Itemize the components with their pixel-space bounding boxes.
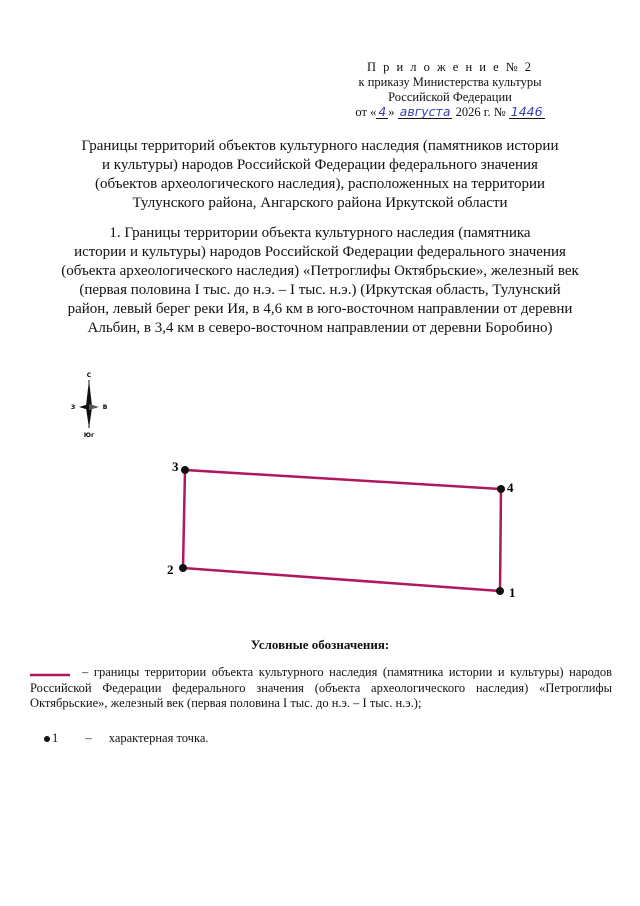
legend-point-row (44, 731, 209, 746)
legend-point-dot-icon (44, 736, 50, 742)
boundary-polygon (183, 470, 501, 591)
legend-point-label: 1 (52, 731, 59, 745)
date-day: 4 (378, 104, 387, 119)
legend-boundary-text (30, 665, 612, 712)
section-line: (первая половина I тыс. до н.э. – I тыс. н.э.) (Иркутская область, Тулунский (79, 282, 561, 298)
point-label-3: 3 (172, 459, 179, 474)
section-line: 1. Границы территории объекта культурного наследия (памятника (109, 225, 531, 241)
date-prefix: от « (355, 105, 377, 119)
heading-line: (объектов археологического наследия), расположенных на территории (94, 176, 546, 192)
order-number: 1446 (510, 104, 543, 119)
section-line: Альбин, в 3,4 км в северо-восточном направлении от деревни Боробино) (87, 320, 553, 336)
compass-north-label: С (86, 372, 92, 379)
boundary-point-1 (496, 587, 504, 595)
date-month: августа (399, 104, 451, 119)
point-label-2: 2 (167, 562, 174, 577)
heading-line: Границы территорий объектов культурного наследия (памятников истории (81, 138, 559, 154)
section-line: район, левый берег реки Ия, в 4,6 км в юго-восточном направлении от деревни (67, 301, 573, 317)
legend-point-text: характерная точка. (108, 731, 209, 745)
point-label-4: 4 (507, 480, 514, 495)
section-line: истории и культуры) народов Российской Федерации федерального значения (74, 244, 566, 260)
boundary-point-3 (181, 466, 189, 474)
appendix-ministry-line: Российской Федерации (388, 90, 512, 104)
boundary-point-2 (179, 564, 187, 572)
date-mid: » (388, 105, 395, 119)
appendix-order-line: к приказу Министерства культуры (358, 75, 542, 89)
compass-west-label: З (70, 404, 76, 411)
date-year: 2026 г. № (455, 105, 506, 119)
heading-line: Тулунского района, Ангарского района Иркутской области (132, 195, 508, 211)
legend-boundary-description: – границы территории объекта культурного наследия (памятника истории и культуры) народов Российской Федерации федерального значения (объекта археологического наследия) «Петроглифы Октябрьские», железный век (первая половина I тыс. до н.э. – I тыс. н.э.); (30, 665, 612, 710)
compass-east-label: В (102, 404, 108, 411)
compass-south-label: Юг (83, 432, 95, 439)
appendix-title: П р и л о ж е н и е № 2 (366, 60, 534, 74)
legend-title: Условные обозначения: (250, 637, 390, 652)
point-label-1: 1 (509, 585, 516, 600)
legend-point-dash: – (85, 731, 92, 745)
section-line: (объекта археологического наследия) «Петроглифы Октябрьские», железный век (61, 263, 579, 279)
heading-line: и культуры) народов Российской Федерации федерального значения (102, 157, 538, 173)
boundary-point-4 (497, 485, 505, 493)
